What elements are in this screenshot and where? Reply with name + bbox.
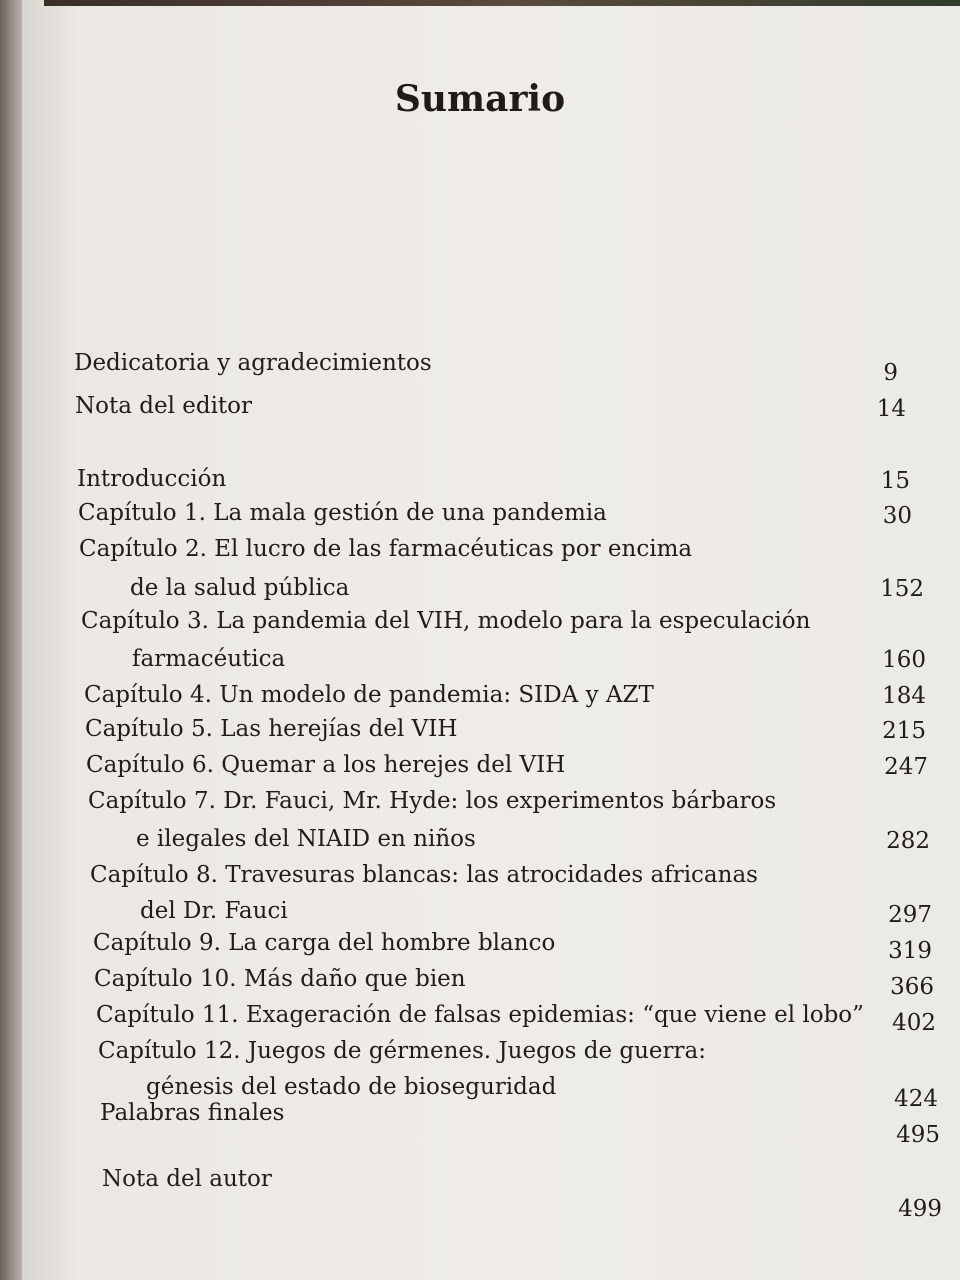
toc-entry-capitulo-7-cont: e ilegales del NIAID en niños [136, 826, 476, 852]
toc-entry-capitulo-12-cont: génesis del estado de bioseguridad [146, 1074, 557, 1100]
toc-page-capitulo-8: 297 [888, 902, 932, 928]
toc-entry-capitulo-3: Capítulo 3. La pandemia del VIH, modelo para la especulación [81, 608, 811, 634]
toc-entry-dedicatoria: Dedicatoria y agradecimientos [74, 350, 432, 376]
toc-entry-capitulo-4: Capítulo 4. Un modelo de pandemia: SIDA y AZT [84, 682, 654, 708]
toc-page-nota-autor: 499 [898, 1196, 942, 1222]
toc-entry-palabras-finales: Palabras finales [100, 1100, 285, 1126]
toc-entry-capitulo-12: Capítulo 12. Juegos de gérmenes. Juegos de guerra: [98, 1038, 706, 1064]
toc-entry-capitulo-2: Capítulo 2. El lucro de las farmacéuticas por encima [79, 536, 693, 562]
toc-page-capitulo-5: 215 [882, 718, 926, 744]
toc-page-capitulo-10: 366 [890, 974, 934, 1000]
toc-page-capitulo-6: 247 [884, 754, 928, 780]
page-title: Sumario [394, 78, 566, 120]
toc-page-capitulo-4: 184 [882, 683, 926, 709]
toc-entry-capitulo-9: Capítulo 9. La carga del hombre blanco [93, 930, 556, 956]
toc-entry-capitulo-2-cont: de la salud pública [130, 575, 350, 601]
toc-entry-nota-editor: Nota del editor [75, 393, 253, 419]
toc-page-capitulo-3: 160 [882, 647, 926, 673]
toc-entry-capitulo-7: Capítulo 7. Dr. Fauci, Mr. Hyde: los experimentos bárbaros [88, 788, 777, 814]
toc-page-capitulo-12: 424 [894, 1086, 938, 1112]
toc-page-capitulo-1: 30 [882, 503, 912, 529]
toc-entry-nota-autor: Nota del autor [102, 1166, 272, 1192]
toc-entry-capitulo-3-cont: farmacéutica [132, 646, 286, 672]
toc-entry-capitulo-8-cont: del Dr. Fauci [140, 898, 288, 924]
toc-entry-capitulo-5: Capítulo 5. Las herejías del VIH [85, 716, 458, 742]
toc-entry-capitulo-1: Capítulo 1. La mala gestión de una pandemia [78, 500, 607, 526]
toc-page-capitulo-9: 319 [888, 938, 932, 964]
toc-page-dedicatoria: 9 [883, 360, 898, 386]
toc-entry-capitulo-8: Capítulo 8. Travesuras blancas: las atrocidades africanas [90, 862, 758, 888]
toc-page-capitulo-7: 282 [886, 828, 930, 854]
toc-entry-capitulo-10: Capítulo 10. Más daño que bien [94, 966, 466, 992]
toc-entry-introduccion: Introducción [77, 466, 227, 492]
toc-page-capitulo-11: 402 [892, 1010, 936, 1036]
toc-page-nota-editor: 14 [876, 396, 906, 422]
toc-entry-capitulo-6: Capítulo 6. Quemar a los herejes del VIH [86, 752, 566, 778]
toc-page-capitulo-2: 152 [880, 576, 924, 602]
toc-page-introduccion: 15 [880, 468, 910, 494]
toc-page-palabras-finales: 495 [896, 1122, 940, 1148]
toc-entry-capitulo-11: Capítulo 11. Exageración de falsas epidemias: “que viene el lobo” [96, 1002, 864, 1028]
